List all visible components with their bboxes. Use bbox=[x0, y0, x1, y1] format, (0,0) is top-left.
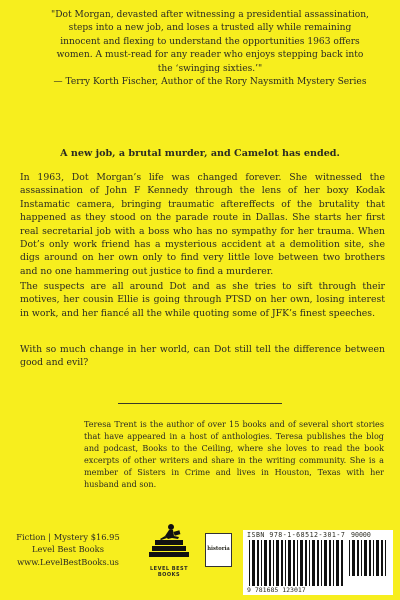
barcode-bar bbox=[369, 540, 371, 576]
barcode-bar bbox=[249, 540, 250, 586]
tagline: A new job, a brutal murder, and Camelot has ended. bbox=[60, 148, 340, 159]
historia-label: historia bbox=[207, 546, 230, 552]
barcode-bar bbox=[285, 540, 286, 586]
author-bio: Teresa Trent is the author of over 15 books and of several short stories that have appeared in a host of anthologies. Teresa publishes the blog and podcast, Books to the Ceiling, where she loves to read the book excerpts of other writers and share in the writing community. She is a member of Sisters in Crime and lives in Houston, Texas with her husband and son. bbox=[84, 419, 384, 490]
reading-woman-icon bbox=[143, 522, 195, 566]
barcode-bar bbox=[252, 540, 255, 586]
barcode-number: 9 781685 123017 bbox=[247, 586, 306, 594]
barcode-bar bbox=[352, 540, 355, 576]
logo-text: LEVEL BEST BOOKS bbox=[149, 566, 189, 578]
barcode-bar bbox=[269, 540, 271, 586]
barcode-bar bbox=[305, 540, 307, 586]
divider-rule bbox=[118, 403, 282, 404]
barcode-bar bbox=[349, 540, 350, 576]
barcode-bar bbox=[293, 540, 295, 586]
barcode-bar bbox=[385, 540, 386, 576]
barcode bbox=[243, 530, 393, 595]
isbn-label: ISBN 978-1-68512-301-7 bbox=[247, 531, 346, 539]
publisher-website: www.LevelBestBooks.us bbox=[17, 556, 119, 567]
footer-info bbox=[12, 531, 124, 568]
blurb-quote-text: "Dot Morgan, devasted after witnessing a presidential assassination, steps into a new job, and loses a trusted ally while remaining innocent and flexing to understand the opportunities 1963 offers women. A must-read for any reader who enjoys stepping back into the ‘swinging sixties.’" bbox=[51, 10, 369, 74]
synopsis-paragraph-2: The suspects are all around Dot and as she tries to sift through their motives, her cousin Ellie is going through PTSD on her own, losing interest in work, and her fiancé all the while quoting some of JFK’s finest speeches. bbox=[20, 281, 385, 319]
barcode-bar bbox=[261, 540, 262, 586]
isbn-bars bbox=[249, 540, 345, 586]
barcode-bar bbox=[381, 540, 383, 576]
barcode-bar bbox=[376, 540, 379, 576]
barcode-bar bbox=[281, 540, 283, 586]
barcode-bar bbox=[288, 540, 291, 586]
publisher-logo bbox=[143, 522, 195, 582]
barcode-bar bbox=[257, 540, 259, 586]
price-code: 90000 bbox=[351, 531, 371, 539]
blurb-attribution: — Terry Korth Fischer, Author of the Rory Naysmith Mystery Series bbox=[53, 77, 367, 88]
barcode-bar bbox=[364, 540, 367, 576]
barcode-bar bbox=[373, 540, 374, 576]
barcode-bar bbox=[341, 540, 343, 586]
barcode-bar bbox=[324, 540, 327, 586]
barcode-bar bbox=[317, 540, 319, 586]
synopsis-paragraph-3: With so much change in her world, can Dot still tell the difference between good and evil? bbox=[20, 344, 385, 369]
barcode-bar bbox=[361, 540, 362, 576]
synopsis-paragraph-1: In 1963, Dot Morgan’s life was changed forever. She witnessed the assassination of John F Kennedy through the lens of her boxy Kodak Instamatic camera, bringing traumatic aftereffects of the brutality that happened as they stood on the parade route in Dallas. She starts her first real secretarial job with a boss who has no sympathy for her trauma. When Dot’s only work friend has a mysterious accident at a demolition site, she digs around on her own only to find very little love between two brothers and no one hammering out justice to find a murderer. bbox=[20, 172, 385, 277]
blurb-quote bbox=[50, 9, 370, 89]
barcode-bar bbox=[312, 540, 315, 586]
barcode-bar bbox=[357, 540, 359, 576]
barcode-bar bbox=[300, 540, 303, 586]
barcode-bar bbox=[309, 540, 310, 586]
barcode-bar bbox=[329, 540, 331, 586]
barcode-bar bbox=[321, 540, 322, 586]
price-bars bbox=[349, 540, 389, 586]
historia-imprint-logo bbox=[205, 533, 232, 567]
barcode-bar bbox=[333, 540, 334, 586]
barcode-bar bbox=[276, 540, 279, 586]
barcode-bar bbox=[273, 540, 274, 586]
barcode-bar bbox=[336, 540, 339, 586]
barcode-bar bbox=[297, 540, 298, 586]
barcode-bar bbox=[264, 540, 267, 586]
genre-price: Fiction | Mystery $16.95 bbox=[16, 532, 120, 542]
publisher-name: Level Best Books bbox=[32, 544, 104, 555]
